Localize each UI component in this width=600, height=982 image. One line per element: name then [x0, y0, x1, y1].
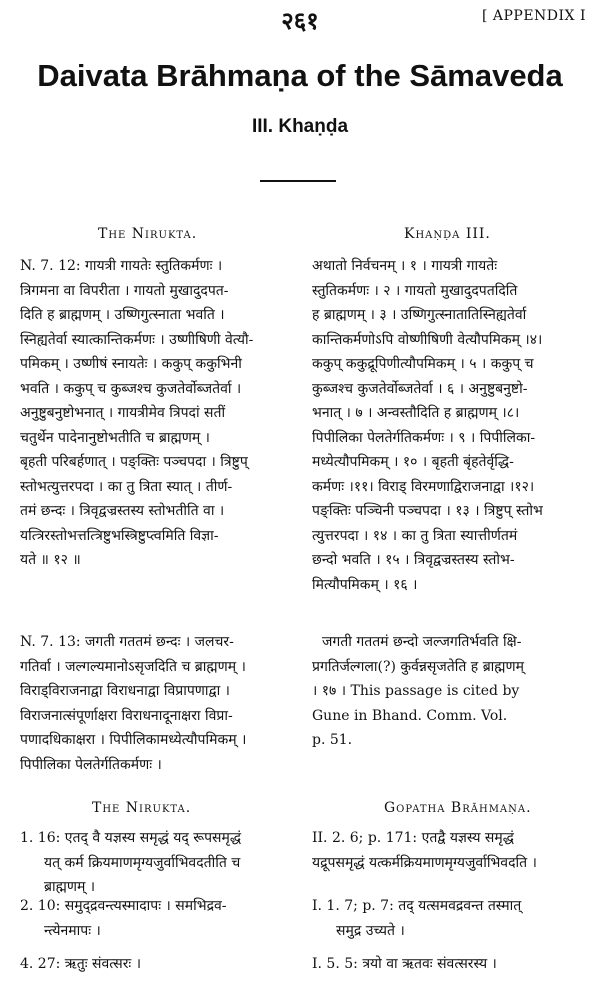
column-heading-nirukta: The Nirukta. — [98, 226, 198, 242]
gopatha-1-5-5-block — [312, 952, 592, 977]
nirukta-7-12-block — [20, 254, 300, 573]
text-line: I. 5. 5: त्रयो वा ऋतवः संवत्सरस्य । — [312, 956, 497, 972]
text-line: यद्रूपसमृद्धं यत्कर्मक्रियमाणमृग्यजुर्वाभिवदति । — [312, 854, 537, 871]
text-line: स्तोभत्युत्तरपदा । का तु त्रिता स्यात् । तीर्ण- — [20, 478, 233, 495]
jagati-block — [312, 630, 592, 753]
text-line: p. 51. — [312, 732, 353, 748]
text-line: ब्राह्मणम् । — [44, 879, 96, 895]
text-line: मध्येत्यौपमिकम् । १० । बृहती बृंहतेर्वृद्धि- — [312, 454, 514, 470]
text-line: समुद्र उच्यते । — [336, 922, 405, 939]
nirukta-7-13-block — [20, 630, 300, 777]
text-line: छन्दो भवति । १५ । त्रिवृद्वज्रस्तस्य स्तोभ- — [312, 552, 515, 568]
column-heading-khanda: Khaṇḍa III. — [404, 226, 491, 242]
text-line: न्त्येनमापः । — [44, 922, 101, 939]
nirukta-1-16-block — [20, 826, 300, 900]
text-line: पणादधिकाक्षरा । पिपीलिकामध्येत्यौपमिकम् । — [20, 732, 247, 748]
divider-rule — [260, 180, 336, 182]
text-line: त्रिगमना वा विपरीता । गायतो मुखादुदपत- — [20, 282, 229, 299]
text-line: दिति ह ब्राह्मणम् । उष्णिगुत्स्नाता भवति । — [20, 307, 225, 323]
text-line: स्तुतिकर्मणः । २ । गायतो मुखादुदपतदिति — [312, 282, 518, 299]
text-line: कर्मणः ।११। विराड् विरमणाद्विराजनाद्वा ।१२। — [312, 478, 535, 495]
text-line: पिपीलिका पेलतेर्गतिकर्मणः । ९ । पिपीलिका- — [312, 429, 536, 446]
text-line: विराड्विराजनाद्वा विराधनाद्वा विप्रापणाद्वा । — [20, 683, 230, 699]
text-line: अनुष्टुबनुष्टोभनात् । गायत्रीमेव त्रिपदां सतीं — [20, 405, 226, 421]
text-line: पङ्क्तिः पञ्चिनी पञ्चपदा । १३ । त्रिष्टुप् स्तोभ — [312, 503, 543, 519]
text-line: यत्त्रिरस्तोभत्तत्त्रिष्टुभस्त्रिष्टुप्त्वमिति विज्ञा- — [20, 527, 219, 544]
text-line: मित्यौपमिकम् । १६ । — [312, 576, 418, 593]
column-heading-gopatha: Gopatha Brāhmaṇa. — [384, 800, 532, 816]
appendix-tag: [ APPENDIX I — [481, 8, 586, 24]
text-line: चतुर्थेन पादेनानुष्टोभतीति च ब्राह्मणम् । — [20, 429, 210, 446]
text-line: यत् कर्म क्रियमाणमृग्यजुर्वाभिवदतीति च — [44, 854, 241, 871]
text-line: Gune in Bhand. Comm. Vol. — [312, 707, 508, 724]
text-line: बृहती परिबर्हणात् । पङ्क्तिः पञ्चपदा । त्रिष्टुप् — [20, 454, 248, 470]
text-line: त्युत्तरपदा । १४ । का तु त्रिता स्यात्तीर्णतमं — [312, 527, 518, 544]
text-line: तमं छन्दः । त्रिवृद्वज्रस्तस्य स्तोभतीति वा । — [20, 503, 225, 519]
text-line: । १७ । This passage is cited by — [312, 683, 520, 699]
text-line: अथातो निर्वचनम् । १ । गायत्री गायतेः — [312, 258, 498, 274]
text-line: कान्तिकर्मणोऽपि वोष्णीषिणी वेत्यौपमिकम् ।४। — [312, 331, 543, 348]
gopatha-1-1-7-block — [312, 894, 592, 943]
khanda-iii-block — [312, 254, 592, 597]
text-line: N. 7. 13: जगती गततमं छन्दः । जलचर- — [20, 634, 234, 650]
nirukta-4-27-block — [20, 952, 300, 977]
text-line: गतिर्वा । जल्गल्यमानोऽसृजदिति च ब्राह्मणम् । — [20, 658, 246, 675]
column-heading-nirukta-2: The Nirukta. — [92, 800, 192, 816]
text-line: II. 2. 6; p. 171: एतद्वै यज्ञस्य समृद्धं — [312, 830, 514, 846]
text-line: प्रगतिर्जल्गला(?) कुर्वन्नसृजतेति ह ब्राह्मणम् — [312, 658, 525, 675]
text-line: ह ब्राह्मणम् । ३ । उष्णिगुत्स्नातातिस्निह्यतेर्वा — [312, 307, 527, 323]
page-number: २६१ — [281, 6, 319, 35]
text-line: 1. 16: एतद् वै यज्ञस्य समृद्धं यद् रूपसमृद्धं — [20, 830, 242, 846]
text-line: ककुप् ककुद्रूपिणीत्यौपमिकम् । ५ । ककुप् च — [312, 356, 534, 372]
text-line: I. 1. 7; p. 7: तद् यत्समवद्रवन्त तस्मात् — [312, 898, 522, 914]
text-line: भनात् । ७ । अन्वस्तौदिति ह ब्राह्मणम् ।८। — [312, 405, 520, 421]
text-line: विराजनात्संपूर्णाक्षरा विराधनादूनाक्षरा विप्रा- — [20, 707, 233, 724]
nirukta-2-10-block — [20, 894, 300, 943]
main-title: Daivata Brāhmaṇa of the Sāmaveda — [37, 58, 563, 93]
text-line: 2. 10: समुद्द्रवन्त्यस्मादापः । समभिद्रव- — [20, 898, 227, 914]
text-line: 4. 27: ऋतुः संवत्सरः । — [20, 956, 142, 972]
text-line: भवति । ककुप् च कुब्जश्च कुजतेर्वोब्जतेर्वा । — [20, 380, 242, 397]
text-line: कुब्जश्च कुजतेर्वोब्जतेर्वा । ६ । अनुष्टुबनुष्टो- — [312, 380, 528, 397]
text-line: स्निह्यतेर्वा स्यात्कान्तिकर्मणः । उष्णीषिणी वेत्यौ- — [20, 331, 254, 348]
text-line: पिपीलिका पेलतेर्गतिकर्मणः । — [20, 756, 162, 773]
text-line: N. 7. 12: गायत्री गायतेः स्तुतिकर्मणः । — [20, 258, 223, 274]
text-line: यते ॥ १२ ॥ — [20, 552, 81, 568]
text-line: पमिकम् । उष्णीषं स्नायतेः । ककुप् ककुभिनी — [20, 356, 242, 372]
text-line: जगती गततमं छन्दो जल्जगतिर्भवति क्षि- — [322, 634, 522, 650]
gopatha-2-2-6-block — [312, 826, 592, 875]
section-subtitle: III. Khaṇḍa — [251, 116, 349, 137]
